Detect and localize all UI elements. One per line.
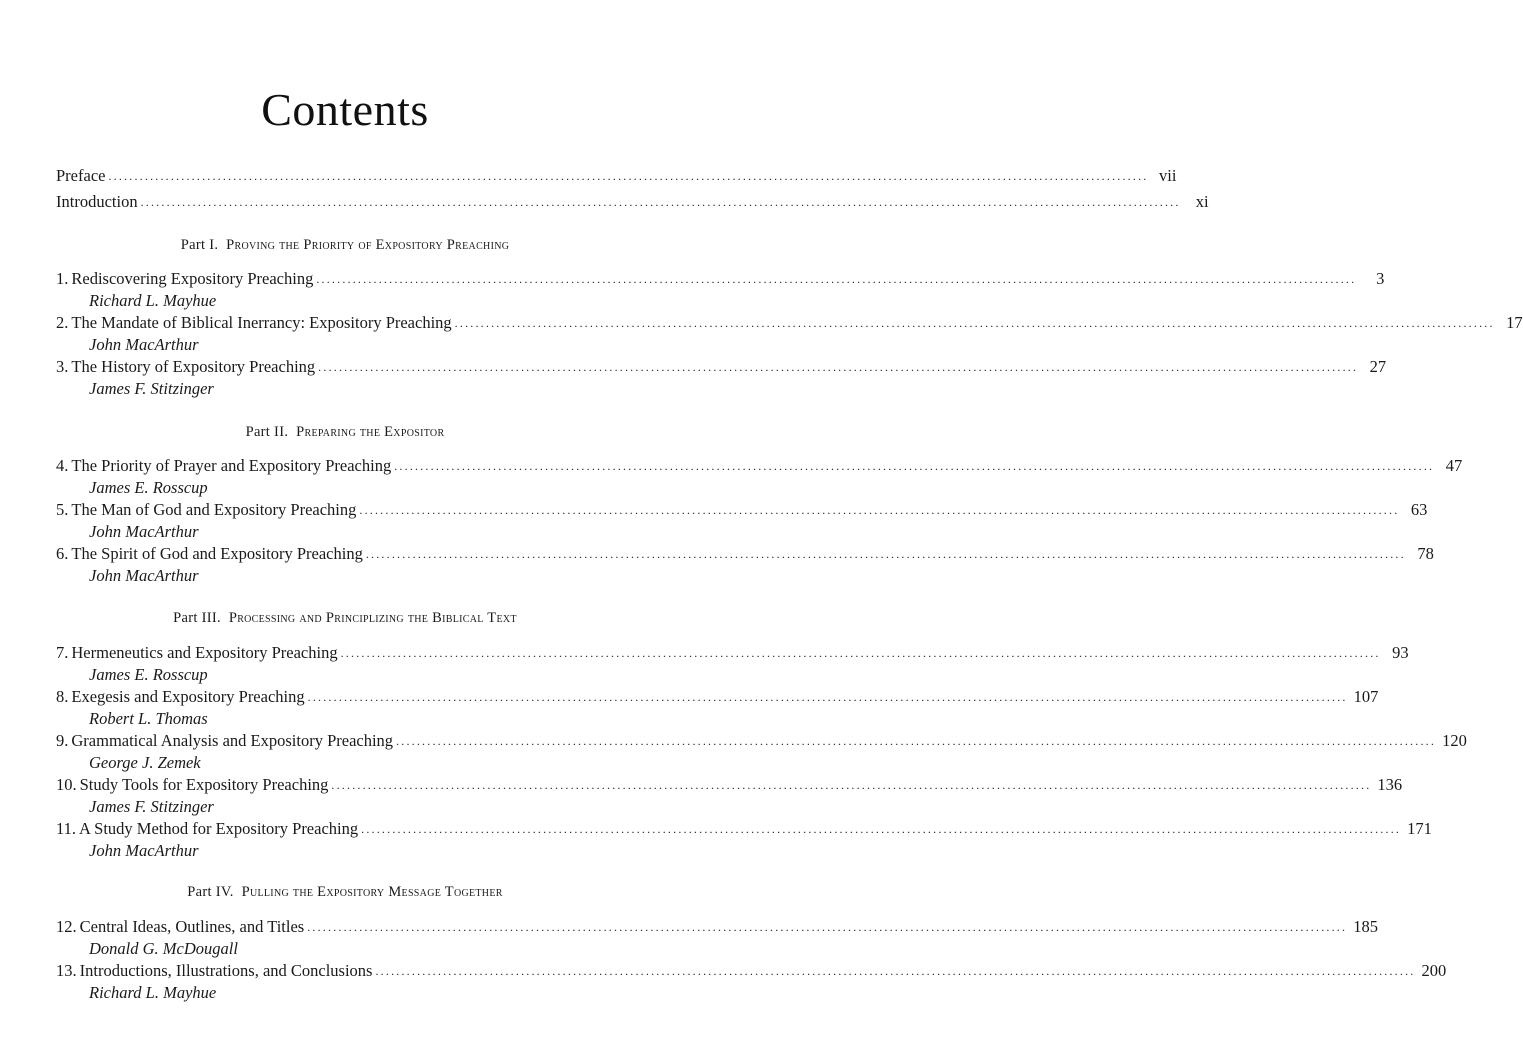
page-number: 27	[1369, 357, 1387, 376]
front-label: Introduction	[56, 192, 138, 211]
dot-leader: ........................................................................................................................................................................................................	[396, 734, 1437, 748]
page-number: xi	[1195, 192, 1209, 211]
dot-leader: ........................................................................................................................................................................................................	[454, 316, 1495, 330]
part-label: Part II.	[245, 424, 289, 440]
chapter-title: Grammatical Analysis and Expository Preaching	[71, 731, 394, 750]
chapter-title: Central Ideas, Outlines, and Titles	[79, 917, 305, 936]
dot-leader: ........................................................................................................................................................................................................	[108, 169, 1149, 183]
chapter-number: 8.	[56, 687, 69, 706]
front-label: Preface	[56, 166, 106, 185]
part-heading	[0, 882, 690, 902]
page-number: 120	[1442, 731, 1467, 750]
page-number: 107	[1353, 687, 1379, 706]
page-number: 78	[1417, 544, 1434, 563]
chapter-author: James E. Rosscup	[89, 478, 208, 497]
chapter-author: John MacArthur	[89, 841, 199, 860]
chapter-number: 12.	[56, 917, 77, 936]
chapter-number: 4.	[56, 456, 69, 475]
chapter-number: 11.	[56, 819, 77, 838]
chapter-title: Introductions, Illustrations, and Conclusions	[79, 961, 373, 980]
page-number: 200	[1421, 961, 1447, 980]
chapter-title: Study Tools for Expository Preaching	[79, 775, 329, 794]
part-label: Part III.	[173, 610, 221, 626]
part-title: Preparing the Expositor	[296, 424, 445, 440]
toc-front-introduction[interactable]	[56, 191, 1209, 214]
chapter-title: The Priority of Prayer and Expository Preaching	[71, 456, 392, 475]
chapter-number: 7.	[56, 643, 69, 662]
chapter-author: Donald G. McDougall	[89, 939, 238, 958]
chapter-author: Richard L. Mayhue	[89, 983, 217, 1002]
chapter-number: 5.	[56, 500, 69, 519]
chapter-number: 2.	[56, 313, 69, 332]
page-number: 136	[1377, 775, 1403, 794]
chapter-number: 6.	[56, 544, 69, 563]
chapter-author: James F. Stitzinger	[89, 797, 214, 816]
part-label: Part I.	[180, 237, 219, 253]
part-heading	[0, 235, 690, 255]
chapter-author: John MacArthur	[89, 522, 199, 541]
part-heading	[0, 422, 690, 442]
dot-leader: ........................................................................................................................................................................................................	[375, 964, 1416, 978]
dot-leader: ........................................................................................................................................................................................................	[365, 547, 1406, 561]
page-title: Contents	[261, 84, 429, 135]
chapter-title: Exegesis and Expository Preaching	[71, 687, 305, 706]
dot-leader: ........................................................................................................................................................................................................	[307, 920, 1348, 934]
dot-leader: ........................................................................................................................................................................................................	[361, 822, 1402, 836]
chapter-author: James E. Rosscup	[89, 665, 208, 684]
page-number: 47	[1445, 456, 1463, 475]
dot-leader: ........................................................................................................................................................................................................	[359, 503, 1400, 517]
chapter-title: The Mandate of Biblical Inerrancy: Expository Preaching	[71, 313, 452, 332]
chapter-author: John MacArthur	[89, 335, 199, 354]
dot-leader: ........................................................................................................................................................................................................	[340, 646, 1381, 660]
page-number: 63	[1410, 500, 1428, 519]
part-title: Proving the Priority of Expository Preaching	[226, 237, 510, 253]
page-number: 171	[1407, 819, 1432, 838]
chapter-title: Rediscovering Expository Preaching	[71, 269, 314, 288]
chapter-title: The Man of God and Expository Preaching	[71, 500, 357, 519]
chapter-author: John MacArthur	[89, 566, 199, 585]
page-number: vii	[1159, 166, 1177, 185]
dot-leader: ........................................................................................................................................................................................................	[307, 690, 1348, 704]
chapter-author: James F. Stitzinger	[89, 379, 214, 398]
dot-leader: ........................................................................................................................................................................................................	[316, 272, 1357, 286]
dot-leader: ........................................................................................................................................................................................................	[331, 778, 1372, 792]
chapter-number: 3.	[56, 357, 69, 376]
chapter-number: 13.	[56, 961, 77, 980]
chapter-title: A Study Method for Expository Preaching	[79, 819, 359, 838]
part-heading	[0, 608, 690, 628]
dot-leader: ........................................................................................................................................................................................................	[140, 195, 1181, 209]
chapter-title: The Spirit of God and Expository Preaching	[71, 544, 363, 563]
page-number: 3	[1376, 269, 1385, 288]
page-number: 17	[1506, 313, 1523, 332]
page-number: 185	[1353, 917, 1378, 936]
chapter-number: 9.	[56, 731, 69, 750]
part-label: Part IV.	[187, 884, 234, 900]
chapter-title: Hermeneutics and Expository Preaching	[71, 643, 338, 662]
chapter-number: 10.	[56, 775, 77, 794]
dot-leader: ........................................................................................................................................................................................................	[318, 360, 1359, 374]
chapter-title: The History of Expository Preaching	[71, 357, 316, 376]
chapter-author: Robert L. Thomas	[89, 709, 208, 728]
chapter-author: Richard L. Mayhue	[89, 291, 217, 310]
part-title: Pulling the Expository Message Together	[241, 884, 503, 900]
toc-front-preface[interactable]	[56, 165, 1177, 188]
chapter-author: George J. Zemek	[89, 753, 201, 772]
dot-leader: ........................................................................................................................................................................................................	[394, 459, 1435, 473]
page-number: 93	[1392, 643, 1409, 662]
part-title: Processing and Principlizing the Biblical Text	[228, 610, 517, 626]
chapter-number: 1.	[56, 269, 69, 288]
